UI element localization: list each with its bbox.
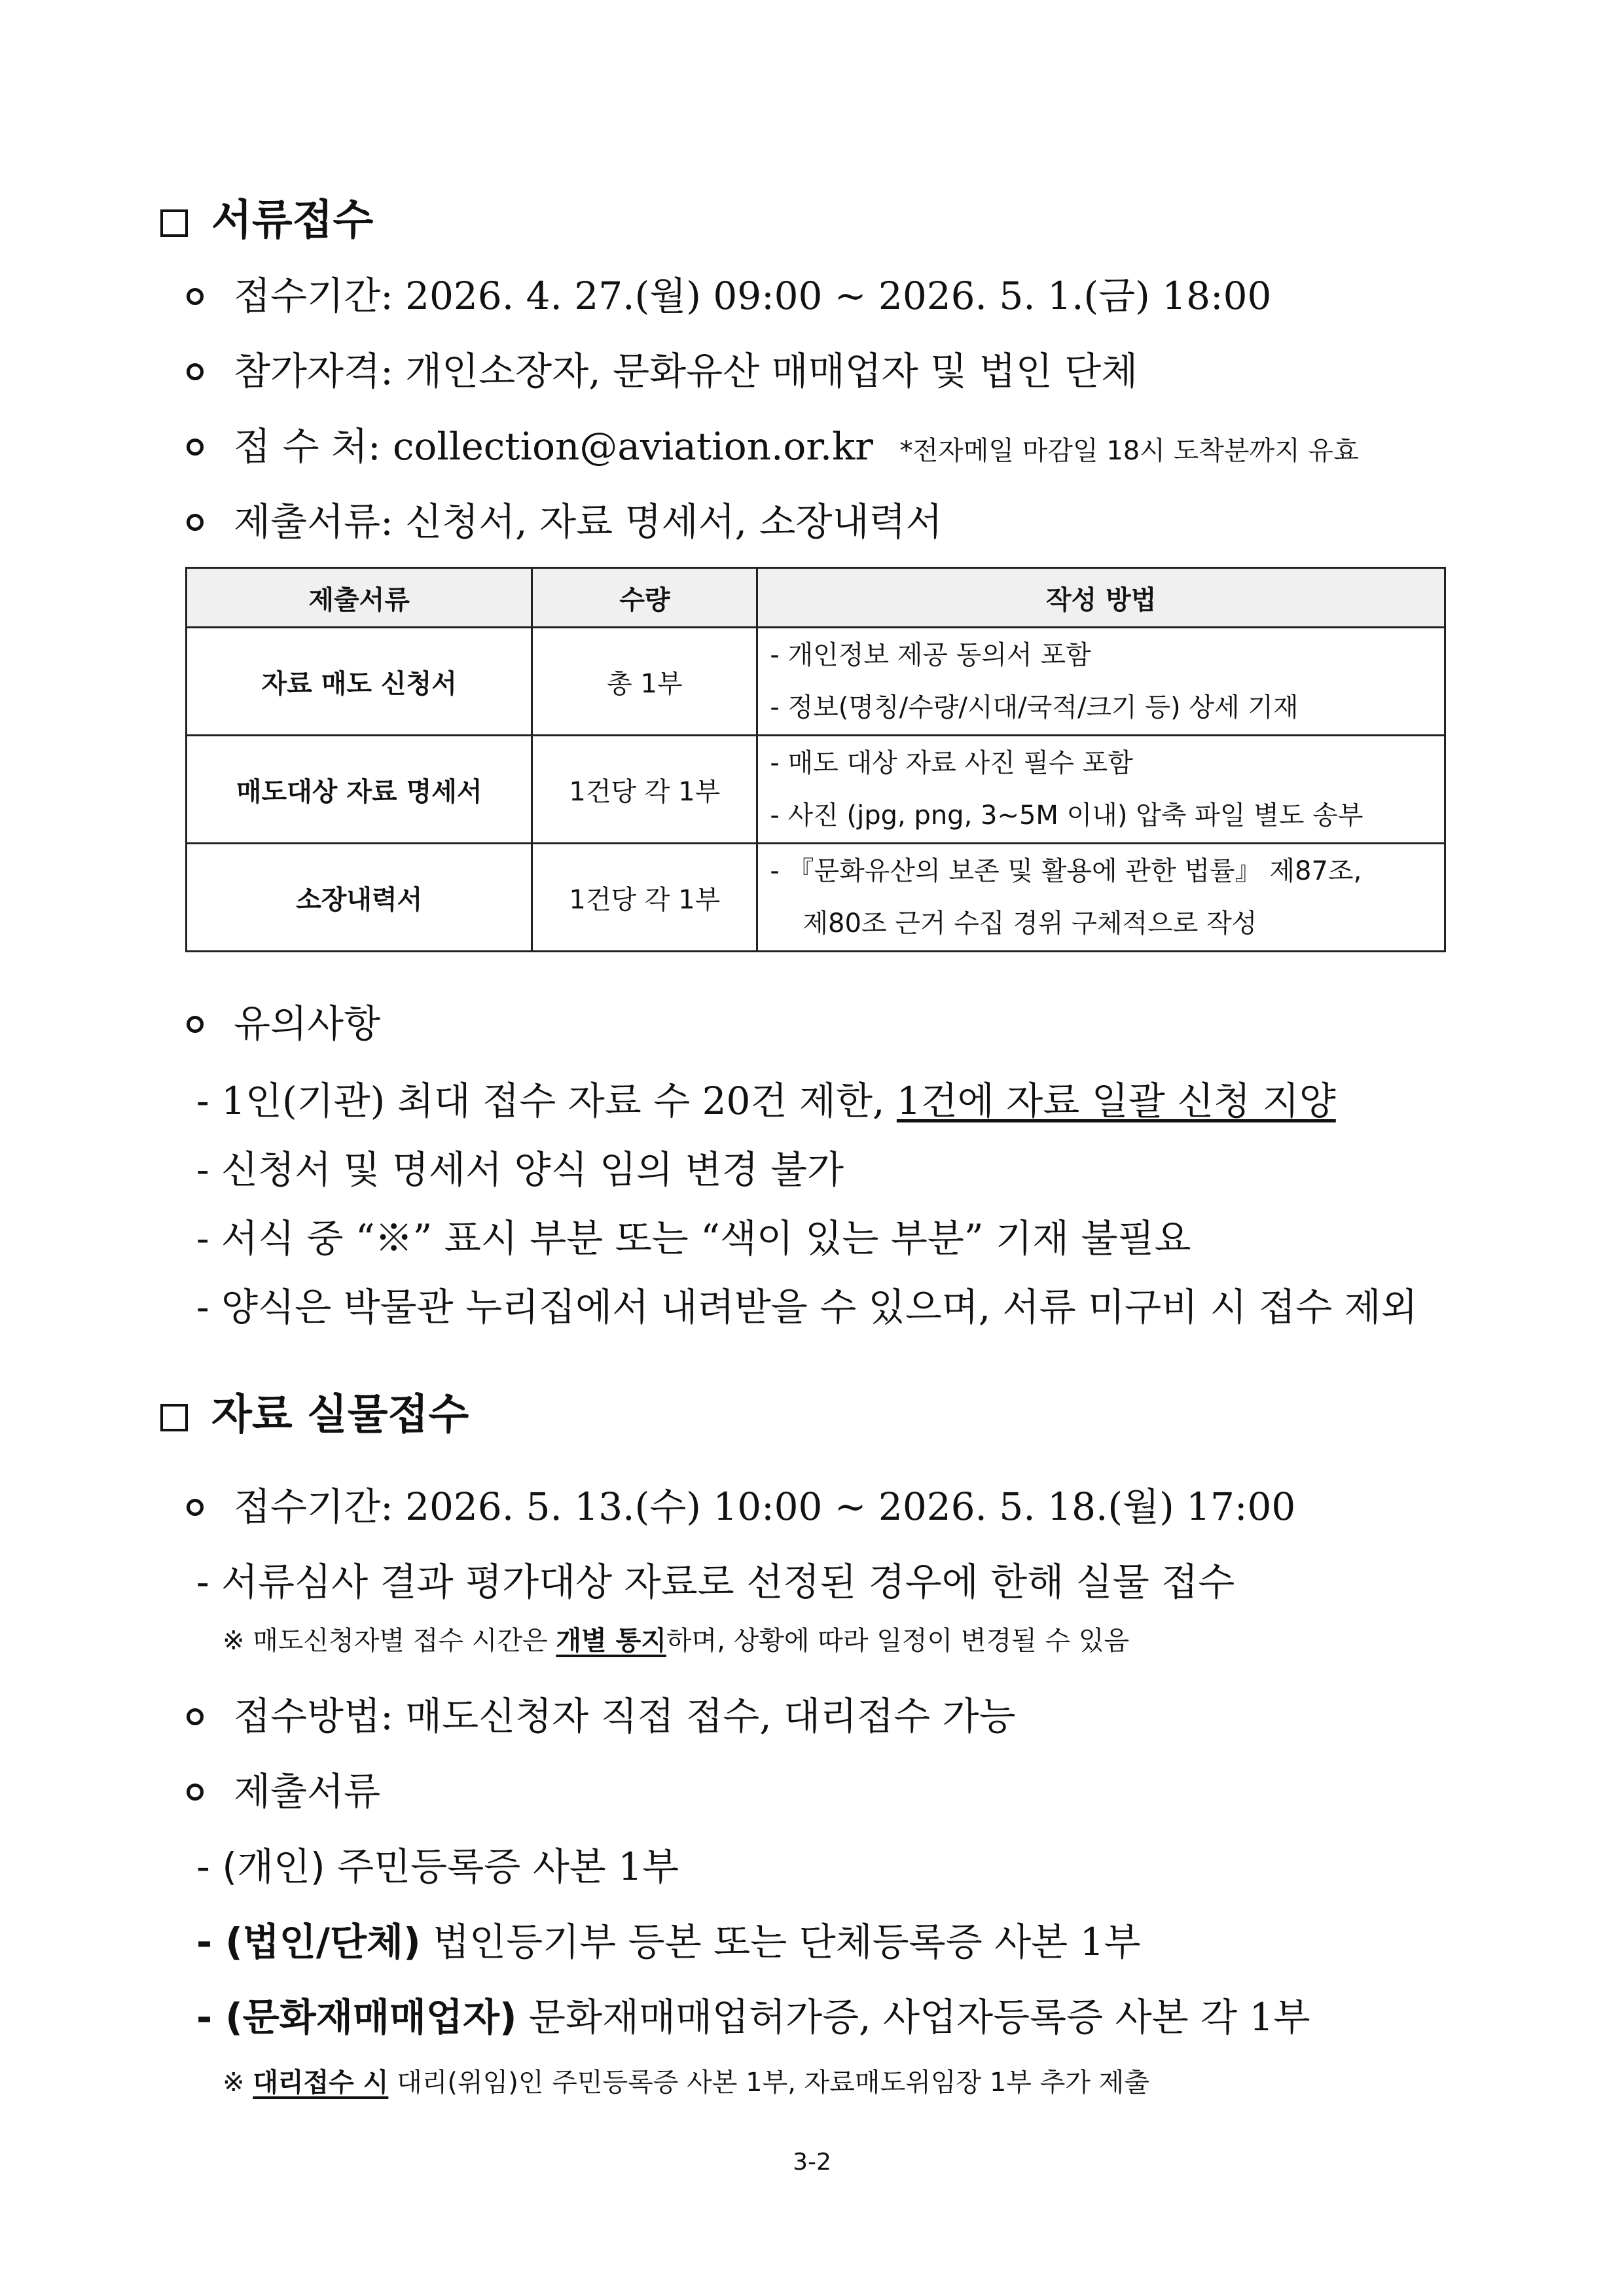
table-row	[187, 628, 1445, 736]
caution-item-3: - 서식 중 “※” 표시 부분 또는 “색이 있는 부분” 기재 불필요	[196, 1216, 1191, 1261]
proxy-notice-emphasis: 대리접수 시	[253, 2068, 389, 2098]
table-cell-doc: 소장내력서	[187, 844, 532, 952]
doc-personal: - (개인) 주민등록증 사본 1부	[196, 1844, 679, 1889]
physical-period-line	[187, 1476, 1295, 1531]
table-cell-doc: 매도대상 자료 명세서	[187, 736, 532, 844]
eligibility-line	[187, 340, 1138, 395]
circle-bullet-icon	[187, 514, 204, 531]
table-cell-method	[757, 844, 1445, 952]
physical-period-note: - 서류심사 결과 평가대상 자료로 선정된 경우에 한해 실물 접수	[196, 1560, 1235, 1604]
caution-underline: 1건에 자료 일괄 신청 지양	[896, 1079, 1336, 1123]
checkbox-square-icon	[160, 1404, 188, 1431]
method-line: - 개인정보 제공 동의서 포함	[770, 640, 1091, 670]
table-header-row	[187, 568, 1445, 628]
physical-documents-line	[187, 1761, 380, 1816]
physical-period-label: 접수기간	[234, 1484, 381, 1529]
section-title-document-submission: 서류접수	[160, 187, 373, 247]
receipt-method-line	[187, 1685, 1016, 1740]
cautions-label: 유의사항	[234, 1001, 381, 1046]
circle-bullet-icon	[187, 1784, 204, 1801]
recipient-line	[187, 416, 1359, 471]
method-line: - 사진 (jpg, png, 3~5M 이내) 압축 파일 별도 송부	[770, 800, 1363, 831]
doc-period-line	[187, 265, 1271, 320]
doc-corporate: - (법인/단체) 법인등기부 등본 또는 단체등록증 사본 1부	[196, 1920, 1141, 1964]
cautions-line	[187, 993, 380, 1048]
eligibility-label: 참가자격	[234, 349, 381, 393]
method-line: - 매도 대상 자료 사진 필수 포함	[770, 748, 1133, 778]
method-line: - 『문화유산의 보존 및 활용에 관한 법률』 제87조,	[770, 856, 1362, 886]
time-notice-emphasis: 개별 통지	[556, 1626, 666, 1656]
circle-bullet-icon	[187, 363, 204, 380]
doc-period-label: 접수기간	[234, 274, 381, 318]
table-row	[187, 736, 1445, 844]
doc-dealer: - (문화재매매업자) 문화재매매업허가증, 사업자등록증 사본 각 1부	[196, 1995, 1310, 2039]
documents-table	[185, 567, 1446, 952]
physical-period-value: : 2026. 5. 13.(수) 10:00 ~ 2026. 5. 18.(월) 17:00	[380, 1484, 1296, 1529]
table-cell-qty: 1건당 각 1부	[532, 736, 757, 844]
table-header: 수량	[532, 568, 757, 628]
circle-bullet-icon	[187, 1016, 204, 1033]
table-cell-method	[757, 736, 1445, 844]
time-notice: ※ 매도신청자별 접수 시간은 개별 통지하며, 상황에 따라 일정이 변경될 수 있음	[223, 1626, 1130, 1656]
proxy-notice: ※ 대리접수 시 대리(위임)인 주민등록증 사본 1부, 자료매도위임장 1부 추가 제출	[223, 2068, 1149, 2098]
table-cell-method	[757, 628, 1445, 736]
table-header: 제출서류	[187, 568, 532, 628]
table-cell-doc: 자료 매도 신청서	[187, 628, 532, 736]
recipient-label: 접 수 처	[234, 424, 368, 469]
table-header: 작성 방법	[757, 568, 1445, 628]
page-number: 3-2	[793, 2149, 831, 2176]
circle-bullet-icon	[187, 439, 204, 456]
section-title-physical-submission: 자료 실물접수	[160, 1381, 469, 1441]
receipt-method-label: 접수방법	[234, 1694, 381, 1738]
caution-item-4: - 양식은 박물관 누리집에서 내려받을 수 있으며, 서류 미구비 시 접수 제외	[196, 1285, 1418, 1329]
documents-label: 제출서류	[234, 499, 381, 544]
receipt-method-value: : 매도신청자 직접 접수, 대리접수 가능	[380, 1694, 1016, 1738]
circle-bullet-icon	[187, 288, 204, 305]
circle-bullet-icon	[187, 1499, 204, 1516]
method-line: 제80조 근거 수집 경위 구체적으로 작성	[803, 908, 1257, 939]
recipient-note: *전자메일 마감일 18시 도착분까지 유효	[899, 436, 1359, 466]
caution-item-2: - 신청서 및 명세서 양식 임의 변경 불가	[196, 1147, 844, 1192]
physical-documents-label: 제출서류	[234, 1769, 381, 1814]
table-cell-qty: 1건당 각 1부	[532, 844, 757, 952]
doc-period-value: : 2026. 4. 27.(월) 09:00 ~ 2026. 5. 1.(금) 18:00	[380, 274, 1272, 318]
eligibility-value: : 개인소장자, 문화유산 매매업자 및 법인 단체	[380, 349, 1138, 393]
method-line: - 정보(명칭/수량/시대/국적/크기 등) 상세 기재	[770, 692, 1299, 723]
documents-line	[187, 491, 943, 546]
circle-bullet-icon	[187, 1708, 204, 1725]
recipient-email: : collection@aviation.or.kr	[367, 424, 874, 469]
caution-item-1: - 1인(기관) 최대 접수 자료 수 20건 제한, 1건에 자료 일괄 신청 지양	[196, 1079, 1336, 1123]
table-row	[187, 844, 1445, 952]
documents-value: : 신청서, 자료 명세서, 소장내력서	[380, 499, 943, 544]
table-cell-qty: 총 1부	[532, 628, 757, 736]
checkbox-square-icon	[160, 209, 188, 237]
